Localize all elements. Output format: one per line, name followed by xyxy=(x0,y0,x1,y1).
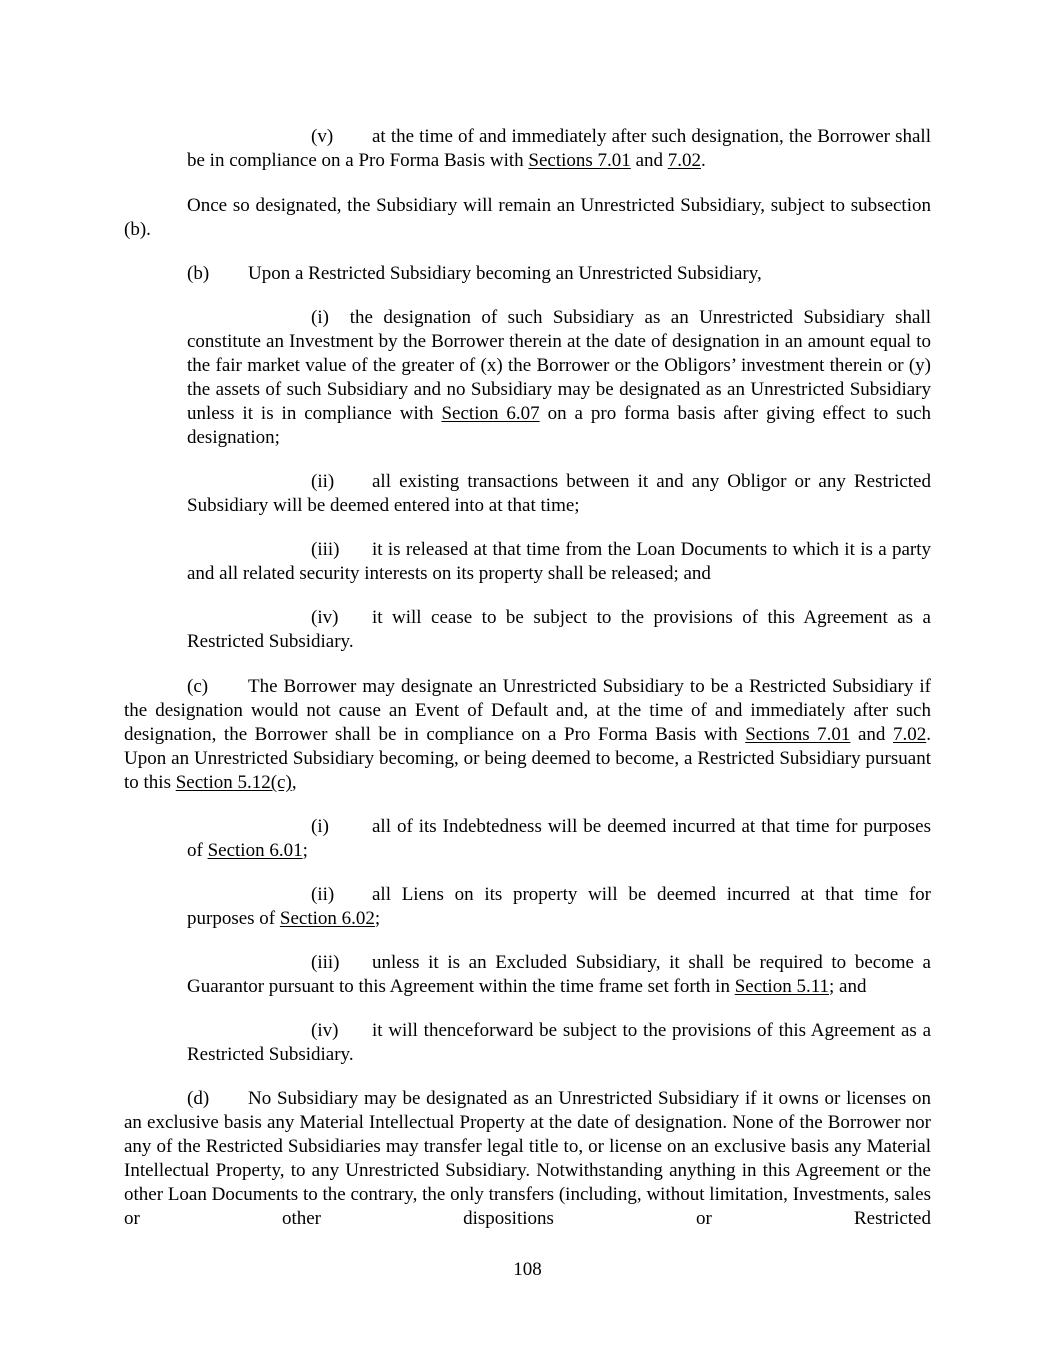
paragraph-v: (v) at the time of and immediately after such designation, the Borrower shall be in compliance on a Pro Forma Basis with Sections 7.01 and 7.02. xyxy=(187,126,931,171)
section-ref-link[interactable]: 7.02 xyxy=(893,724,927,745)
section-ref-link[interactable]: Sections 7.01 xyxy=(745,724,851,745)
paragraph-once-designated: Once so designated, the Subsidiary will remain an Unrestricted Subsidiary, subject to subsection (b). xyxy=(124,195,931,240)
item-label: (iii) xyxy=(311,952,340,973)
paragraph-b-i: (i) the designation of such Subsidiary as an Unrestricted Subsidiary shall constitute an Investment by the Borrower therein at the date of designation in an amount equal to the fair market value of the greater of (x) the Borrower or the Obligors’ investment therein or (y) the assets of such Subsidiary and no Subsidiary may be designated as an Unrestricted Subsidiary unless it is in compliance with Section 6.07 on a pro forma basis after giving effect to such designation; xyxy=(187,307,932,448)
section-ref-link[interactable]: Section 5.12(c) xyxy=(175,772,292,793)
paragraph-c-iv: (iv) it will thenceforward be subject to the provisions of this Agreement as a Restricted Subsidiary. xyxy=(187,1020,931,1065)
section-ref-link[interactable]: Section 6.07 xyxy=(441,403,540,424)
paragraph-b-ii: (ii) all existing transactions between it and any Obligor or any Restricted Subsidiary will be deemed entered into at that time; xyxy=(187,471,931,516)
item-label: (iii) xyxy=(311,539,340,560)
item-label: (i) xyxy=(311,816,329,837)
paragraph-c-iii: (iii) unless it is an Excluded Subsidiary, it shall be required to become a Guarantor pursuant to this Agreement within the time frame set forth in Section 5.11; and xyxy=(187,952,931,997)
paragraph-c-i: (i) all of its Indebtedness will be deemed incurred at that time for purposes of Section 6.01; xyxy=(187,816,931,861)
item-label: (d) xyxy=(187,1088,210,1109)
item-label: (ii) xyxy=(311,471,335,492)
page-number: 108 xyxy=(513,1259,542,1280)
section-ref-link[interactable]: 7.02 xyxy=(667,150,701,171)
item-label: (c) xyxy=(187,676,209,697)
item-label: (iv) xyxy=(311,1020,339,1041)
item-label: (ii) xyxy=(311,884,335,905)
item-label: (v) xyxy=(311,126,334,147)
section-ref-link[interactable]: Section 5.11 xyxy=(734,976,829,997)
paragraph-b-iii: (iii) it is released at that time from the Loan Documents to which it is a party and all related security interests on its property shall be released; and xyxy=(187,539,931,584)
section-ref-link[interactable]: Sections 7.01 xyxy=(528,150,631,171)
paragraph-c-ii: (ii) all Liens on its property will be deemed incurred at that time for purposes of Section 6.02; xyxy=(187,884,931,929)
paragraph-c: (c) The Borrower may designate an Unrestricted Subsidiary to be a Restricted Subsidiary if the designation would not cause an Event of Default and, at the time of and immediately after such designation, the Borrower shall be in compliance on a Pro Forma Basis with Sections 7.01 and 7.02. Upon an Unrestricted Subsidiary becoming, or being deemed to become, a Restricted Subsidiary pursuant to this Section 5.12(c), xyxy=(124,676,931,793)
section-ref-link[interactable]: Section 6.02 xyxy=(279,908,375,929)
item-label: (iv) xyxy=(311,607,339,628)
section-ref-link[interactable]: Section 6.01 xyxy=(207,840,303,861)
paragraph-d: (d) No Subsidiary may be designated as an Unrestricted Subsidiary if it owns or licenses on an exclusive basis any Material Intellectual Property at the date of designation. None of the Borrower nor any of the Restricted Subsidiaries may transfer legal title to, or license on an exclusive basis any Material Intellectual Property, to any Unrestricted Subsidiary. Notwithstanding anything in this Agreement or the other Loan Documents to the contrary, the only transfers (including, without limitation, Investments, sales or other dispositions or Restricted xyxy=(124,1088,931,1229)
item-label: (i) xyxy=(311,307,329,328)
item-label: (b) xyxy=(187,263,210,284)
paragraph-b: (b) Upon a Restricted Subsidiary becoming an Unrestricted Subsidiary, xyxy=(187,263,762,284)
paragraph-b-iv: (iv) it will cease to be subject to the provisions of this Agreement as a Restricted Subsidiary. xyxy=(187,607,931,652)
